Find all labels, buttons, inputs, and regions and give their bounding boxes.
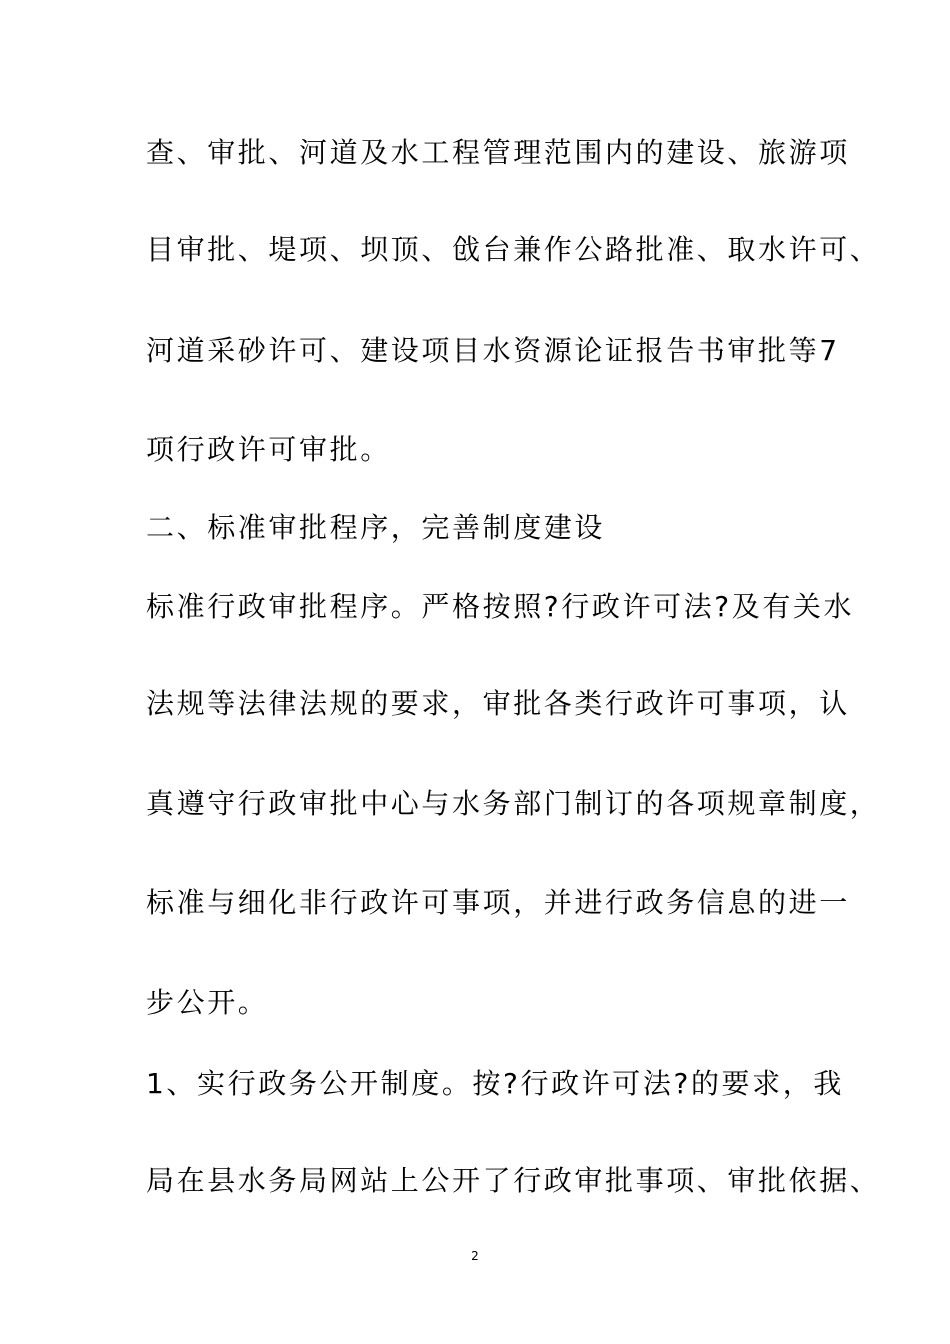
text-line: 法规等法律法规的要求，审批各类行政许可事项，认	[146, 687, 850, 720]
text-line: 项行政许可审批。	[146, 433, 391, 466]
text-line: 目审批、堤项、坝顶、戗台兼作公路批准、取水许可、	[146, 233, 881, 266]
text-line: 1、实行政务公开制度。按?行政许可法?的要求，我	[146, 1067, 844, 1100]
text-line: 标准与细化非行政许可事项，并进行政务信息的进一	[146, 886, 850, 919]
text-line: 真遵守行政审批中心与水务部门制订的各项规章制度，	[146, 787, 881, 820]
text-line: 局在县水务局网站上公开了行政审批事项、审批依据、	[146, 1164, 881, 1197]
section-heading: 二、标准审批程序，完善制度建设	[146, 511, 606, 544]
text-line: 查、审批、河道及水工程管理范围内的建设、旅游项	[146, 136, 850, 169]
text-line: 步公开。	[146, 986, 269, 1019]
page-number: 2	[471, 1249, 479, 1263]
text-line: 标准行政审批程序。严格按照?行政许可法?及有关水	[146, 590, 855, 623]
text-line: 河道采砂许可、建设项目水资源论证报告书审批等7	[146, 334, 840, 367]
